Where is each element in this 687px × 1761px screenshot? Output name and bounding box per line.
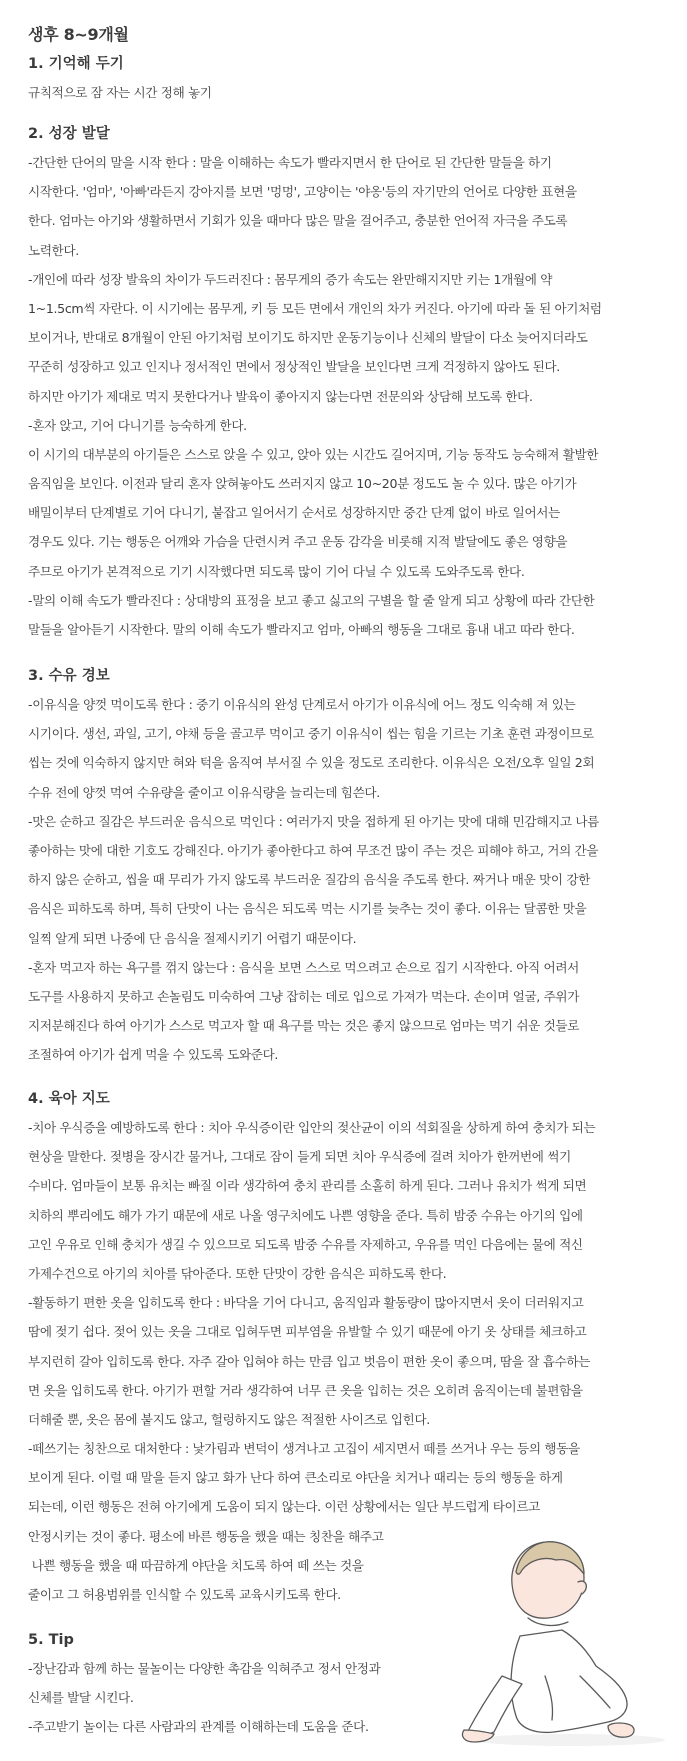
baby-collar <box>528 1618 568 1625</box>
section-growth <box>28 120 668 644</box>
text-line: 시작한다. '엄마', '아빠'라든지 강아지를 보면 '멍멍', 고양이는 '야옹'등의 자기만의 언어로 다양한 표현을 <box>28 184 577 200</box>
text-line: 줄이고 그 허용범위를 인식할 수 있도록 교육시키도록 한다. <box>28 1587 341 1602</box>
text-line: -이유식을 양껏 먹이도록 한다 : 중기 이유식의 완성 단계로서 아기가 이유식에 어느 정도 익숙해 져 있는 <box>28 697 576 712</box>
text-line: 노력한다. <box>28 242 79 258</box>
text-line: -혼자 먹고자 하는 욕구를 꺾지 않는다 : 음식을 보면 스스로 먹으려고 손으로 집기 시작한다. 아직 어려서 <box>28 959 579 975</box>
text-line: 되는데, 이런 행동은 전혀 아기에게 도움이 되지 않는다. 이런 상황에서는 일단 부드럽게 타이르고 <box>28 1499 540 1515</box>
text-line: 씹는 것에 익숙하지 않지만 혀와 턱을 움직여 부서질 수 있을 정도로 조리한다. 이유식은 오전/오후 일일 2회 <box>28 755 595 771</box>
text-line: 조절하여 아기가 쉽게 먹을 수 있도록 도와준다. <box>28 1047 279 1063</box>
section-heading: 3. 수유 경보 <box>28 668 110 684</box>
text-line: 더해줄 뿐, 옷은 몸에 붙지도 않고, 헐렁하지도 않은 적절한 사이즈로 입힌다. <box>28 1411 430 1427</box>
text-line: 한다. 엄마는 아기와 생활하면서 기회가 있을 때마다 많은 말을 걸어주고, 충분한 언어적 자극을 주도록 <box>28 213 568 229</box>
text-line: 규칙적으로 잠 자는 시간 정해 놓기 <box>28 85 212 100</box>
baby-body <box>511 1630 627 1732</box>
shadow-shape <box>475 1734 665 1746</box>
crawling-baby-illustration <box>450 1526 675 1751</box>
text-line: 면 옷을 입히도록 한다. 아기가 편할 거라 생각하여 너무 큰 옷을 입히는 것은 오히려 움직이는데 불편함을 <box>28 1382 583 1398</box>
text-line: 고인 우유로 인해 충치가 생길 수 있으므로 되도록 밤중 수유를 자제하고, 우유를 먹인 다음에는 물에 적신 <box>28 1236 583 1252</box>
text-line: 말들을 알아듣기 시작한다. 말의 이해 속도가 빨라지고 엄마, 아빠의 행동을 그대로 흉내 내고 따라 한다. <box>28 622 575 637</box>
section-heading: 1. 기억해 두기 <box>28 56 124 72</box>
text-line: 부지런히 갈아 입히도록 한다. 자주 갈아 입혀야 하는 만큼 입고 벗음이 편한 옷이 좋으며, 땀을 잘 흡수하는 <box>28 1353 591 1369</box>
text-line: 일찍 알게 되면 나중에 단 음식을 절제시키기 어렵기 때문이다. <box>28 930 357 946</box>
text-line: 도구를 사용하지 못하고 손놀림도 미숙하여 그냥 잡히는 데로 입으로 가져가 먹는다. 손이며 얼굴, 주위가 <box>28 988 580 1004</box>
section-heading: 2. 성장 발달 <box>28 126 110 142</box>
text-line: 안정시키는 것이 좋다. 평소에 바른 행동을 했을 때는 칭찬을 해주고 <box>28 1528 384 1544</box>
text-line: -활동하기 편한 옷을 입히도록 한다 : 바닥을 기어 다니고, 움직임과 활동량이 많아지면서 옷이 더러워지고 <box>28 1295 584 1311</box>
text-line: 수유 전에 양껏 먹여 수유량을 줄이고 이유식량을 늘리는데 힘쓴다. <box>28 784 380 800</box>
text-line: 신체를 발달 시킨다. <box>28 1690 134 1706</box>
text-line: 주므로 아기가 본격적으로 기기 시작했다면 되도록 많이 기어 다닐 수 있도록 도와주도록 한다. <box>28 563 525 579</box>
text-line: 좋아하는 맛에 대한 기호도 강해진다. 아기가 좋아한다고 하여 무조건 많이 주는 것은 피해야 하고, 거의 간을 <box>28 842 599 858</box>
text-line: 치하의 뿌리에도 해가 가기 때문에 새로 나올 영구치에도 나쁜 영향을 준다. 특히 밤중 수유는 아기의 입에 <box>28 1207 583 1223</box>
text-line: 1~1.5cm씩 자란다. 이 시기에는 몸무게, 키 등 모든 면에서 개인의 차가 커진다. 아기에 따라 돌 된 아기처럼 <box>28 300 602 316</box>
text-line: -맛은 순하고 질감은 부드러운 음식으로 먹인다 : 여러가지 맛을 접하게 된 아기는 맛에 대해 민감해지고 나름 <box>28 813 599 829</box>
page-title: 생후 8~9개월 <box>28 25 129 44</box>
section-memo <box>28 50 668 107</box>
text-line: 하지 않은 순하고, 씹을 때 무리가 가지 않도록 부드러운 질감의 음식을 주도록 한다. 짜거나 매운 맛이 강한 <box>28 872 591 888</box>
text-line: 시기이다. 생선, 과일, 고기, 야채 등을 골고루 먹이고 중기 이유식이 씹는 힘을 기르는 기초 훈련 과정이므로 <box>28 726 594 742</box>
text-line: -말의 이해 속도가 빨라진다 : 상대방의 표정을 보고 좋고 싫고의 구별을 할 줄 알게 되고 상황에 따라 간단한 <box>28 592 595 608</box>
text-line: 움직임을 보인다. 이전과 달리 혼자 앉혀놓아도 쓰러지지 않고 10~20분 정도도 놀 수 있다. 많은 아기가 <box>28 476 577 492</box>
section-heading: 4. 육아 지도 <box>28 1091 110 1107</box>
text-line: 배밀이부터 단계별로 기어 다니기, 붙잡고 일어서기 순서로 성장하지만 중간 단계 없이 바로 일어서는 <box>28 505 560 521</box>
text-line: 현상을 말한다. 젖병을 장시간 물거나, 그대로 잠이 들게 되면 치아 우식증에 걸려 치아가 한꺼번에 썩기 <box>28 1149 571 1165</box>
text-line: 수비다. 엄마들이 보통 유치는 빠질 이라 생각하여 충치 관리를 소홀히 하게 된다. 그러나 유치가 썩게 되면 <box>28 1178 587 1194</box>
text-line: 꾸준히 성장하고 있고 인지나 정서적인 면에서 정상적인 발달을 보인다면 크게 걱정하지 않아도 된다. <box>28 359 560 375</box>
text-line: 나쁜 행동을 했을 때 따끔하게 야단을 치도록 하여 떼 쓰는 것을 <box>28 1557 364 1573</box>
text-line: -간단한 단어의 말을 시작 한다 : 말을 이해하는 속도가 빨라지면서 한 단어로 된 간단한 말들을 하기 <box>28 155 552 170</box>
text-line: 하지만 아기가 제대로 먹지 못한다거나 발육이 좋아지지 않는다면 전문의와 상담해 보도록 한다. <box>28 388 533 404</box>
text-line: -혼자 앉고, 기어 다니기를 능숙하게 한다. <box>28 417 247 433</box>
text-line: 보이거나, 반대로 8개월이 안된 아기처럼 보이기도 하지만 운동기능이나 신체의 발달이 다소 늦어지더라도 <box>28 330 588 346</box>
text-line: 음식은 피하도록 하며, 특히 단맛이 나는 음식은 되도록 먹는 시기를 늦추는 것이 좋다. 이유는 달콤한 맛을 <box>28 901 587 917</box>
text-line: 지저분해진다 하여 아기가 스스로 먹고자 할 때 욕구를 막는 것은 좋지 않으므로 엄마는 먹기 쉬운 것들로 <box>28 1018 580 1034</box>
text-line: 땀에 젖기 쉽다. 젖어 있는 옷을 그대로 입혀두면 피부염을 유발할 수 있기 때문에 아기 옷 상태를 체크하고 <box>28 1324 587 1340</box>
text-line: 가제수건으로 아기의 치아를 닦아준다. 또한 단맛이 강한 음식은 피하도록 한다. <box>28 1265 447 1281</box>
text-line: -개인에 따라 성장 발육의 차이가 두드러진다 : 몸무게의 증가 속도는 완만해지지만 키는 1개월에 약 <box>28 271 553 287</box>
section-heading: 5. Tip <box>28 1632 74 1648</box>
section-feeding <box>28 662 668 1069</box>
text-line: -주고받기 놀이는 다른 사람과의 관계를 이해하는데 도움을 준다. <box>28 1719 369 1735</box>
text-line: -장난감과 함께 하는 물놀이는 다양한 촉감을 익혀주고 정서 안정과 <box>28 1661 381 1676</box>
text-line: 경우도 있다. 기는 행동은 어깨와 가슴을 단련시켜 주고 운동 감각을 비롯해 지적 발달에도 좋은 영향을 <box>28 534 568 550</box>
text-line: -떼쓰기는 칭찬으로 대처한다 : 낯가림과 변덕이 생겨나고 고집이 세지면서 떼를 쓰거나 우는 등의 행동을 <box>28 1441 580 1457</box>
text-line: 보이게 된다. 이럴 때 말을 듣지 않고 화가 난다 하여 큰소리로 야단을 치거나 때리는 등의 행동을 하게 <box>28 1470 563 1486</box>
text-line: 이 시기의 대부분의 아기들은 스스로 앉을 수 있고, 앉아 있는 시간도 길어지며, 기능 동작도 능숙해져 활발한 <box>28 446 599 462</box>
text-line: -치아 우식증을 예방하도록 한다 : 치아 우식증이란 입안의 젖산균이 이의 석회질을 상하게 하여 충치가 되는 <box>28 1120 596 1135</box>
